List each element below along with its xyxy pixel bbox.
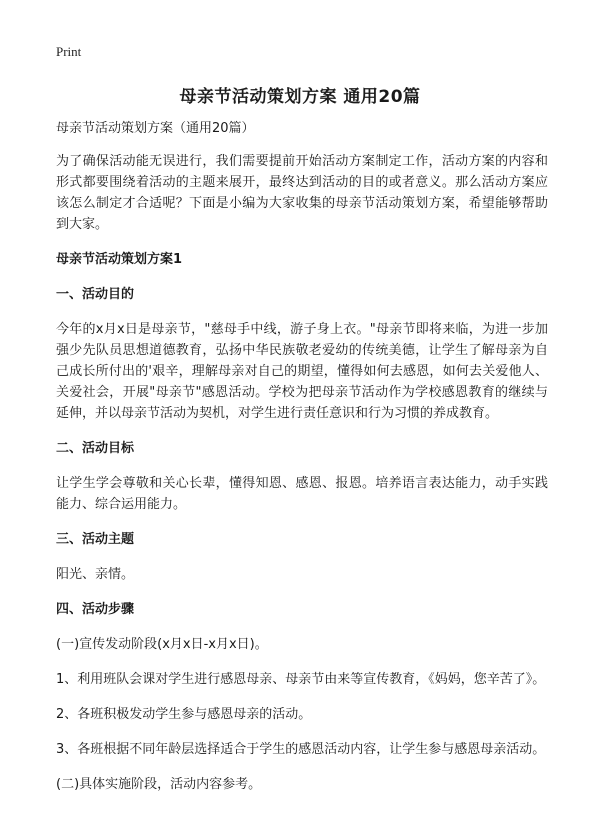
section-heading-purpose: 一、活动目的 [56, 287, 135, 302]
steps-phase-2: (二)具体实施阶段，活动内容参考。 [56, 777, 262, 792]
document-subtitle: 母亲节活动策划方案（通用20篇） [56, 121, 255, 136]
section-heading-theme: 三、活动主题 [56, 532, 135, 547]
steps-phase-1: (一)宣传发动阶段(x月x日-x月x日)。 [56, 637, 268, 652]
section-text-theme: 阳光、亲情。 [56, 567, 135, 582]
intro-paragraph: 为了确保活动能无误进行，我们需要提前开始活动方案制定工作，活动方案的内容和形式都要围绕着活动的主题来展开，最终达到活动的目的或者意义。那么活动方案应该怎么制定才合适呢？下面是小编为大家收集的母亲节活动策划方案，希望能够帮助到大家。 [56, 154, 548, 232]
section-text-purpose: 今年的x月x日是母亲节，"慈母手中线，游子身上衣。"母亲节即将来临，为进一步加强少先队员思想道德教育，弘扬中华民族敬老爱幼的传统美德，让学生了解母亲为自己成长所付出的'艰辛，理解母亲对自己的期望，懂得如何去感恩，如何去关爱他人、关爱社会，开展"母亲节"感恩活动。学校为把母亲节活动作为学校感恩教育的继续与延伸，并以母亲节活动为契机，对学生进行责任意识和行为习惯的养成教育。 [56, 322, 548, 421]
print-link[interactable]: Print [56, 44, 82, 59]
plan-heading: 母亲节活动策划方案1 [56, 252, 183, 267]
section-text-goal: 让学生学会尊敬和关心长辈，懂得知恩、感恩、报恩。培养语言表达能力，动手实践能力、综合运用能力。 [56, 476, 548, 512]
steps-item-2: 2、各班积极发动学生参与感恩母亲的活动。 [56, 707, 312, 722]
steps-item-3: 3、各班根据不同年龄层选择适合于学生的感恩活动内容，让学生参与感恩母亲活动。 [56, 742, 546, 757]
section-heading-steps: 四、活动步骤 [56, 602, 135, 617]
page-title: 母亲节活动策划方案 通用20篇 [179, 87, 421, 107]
document-body [56, 118, 548, 809]
section-heading-goal: 二、活动目标 [56, 441, 135, 456]
steps-item-1: 1、利用班队会课对学生进行感恩母亲、母亲节由来等宣传教育，《妈妈，您辛苦了》。 [56, 672, 546, 687]
